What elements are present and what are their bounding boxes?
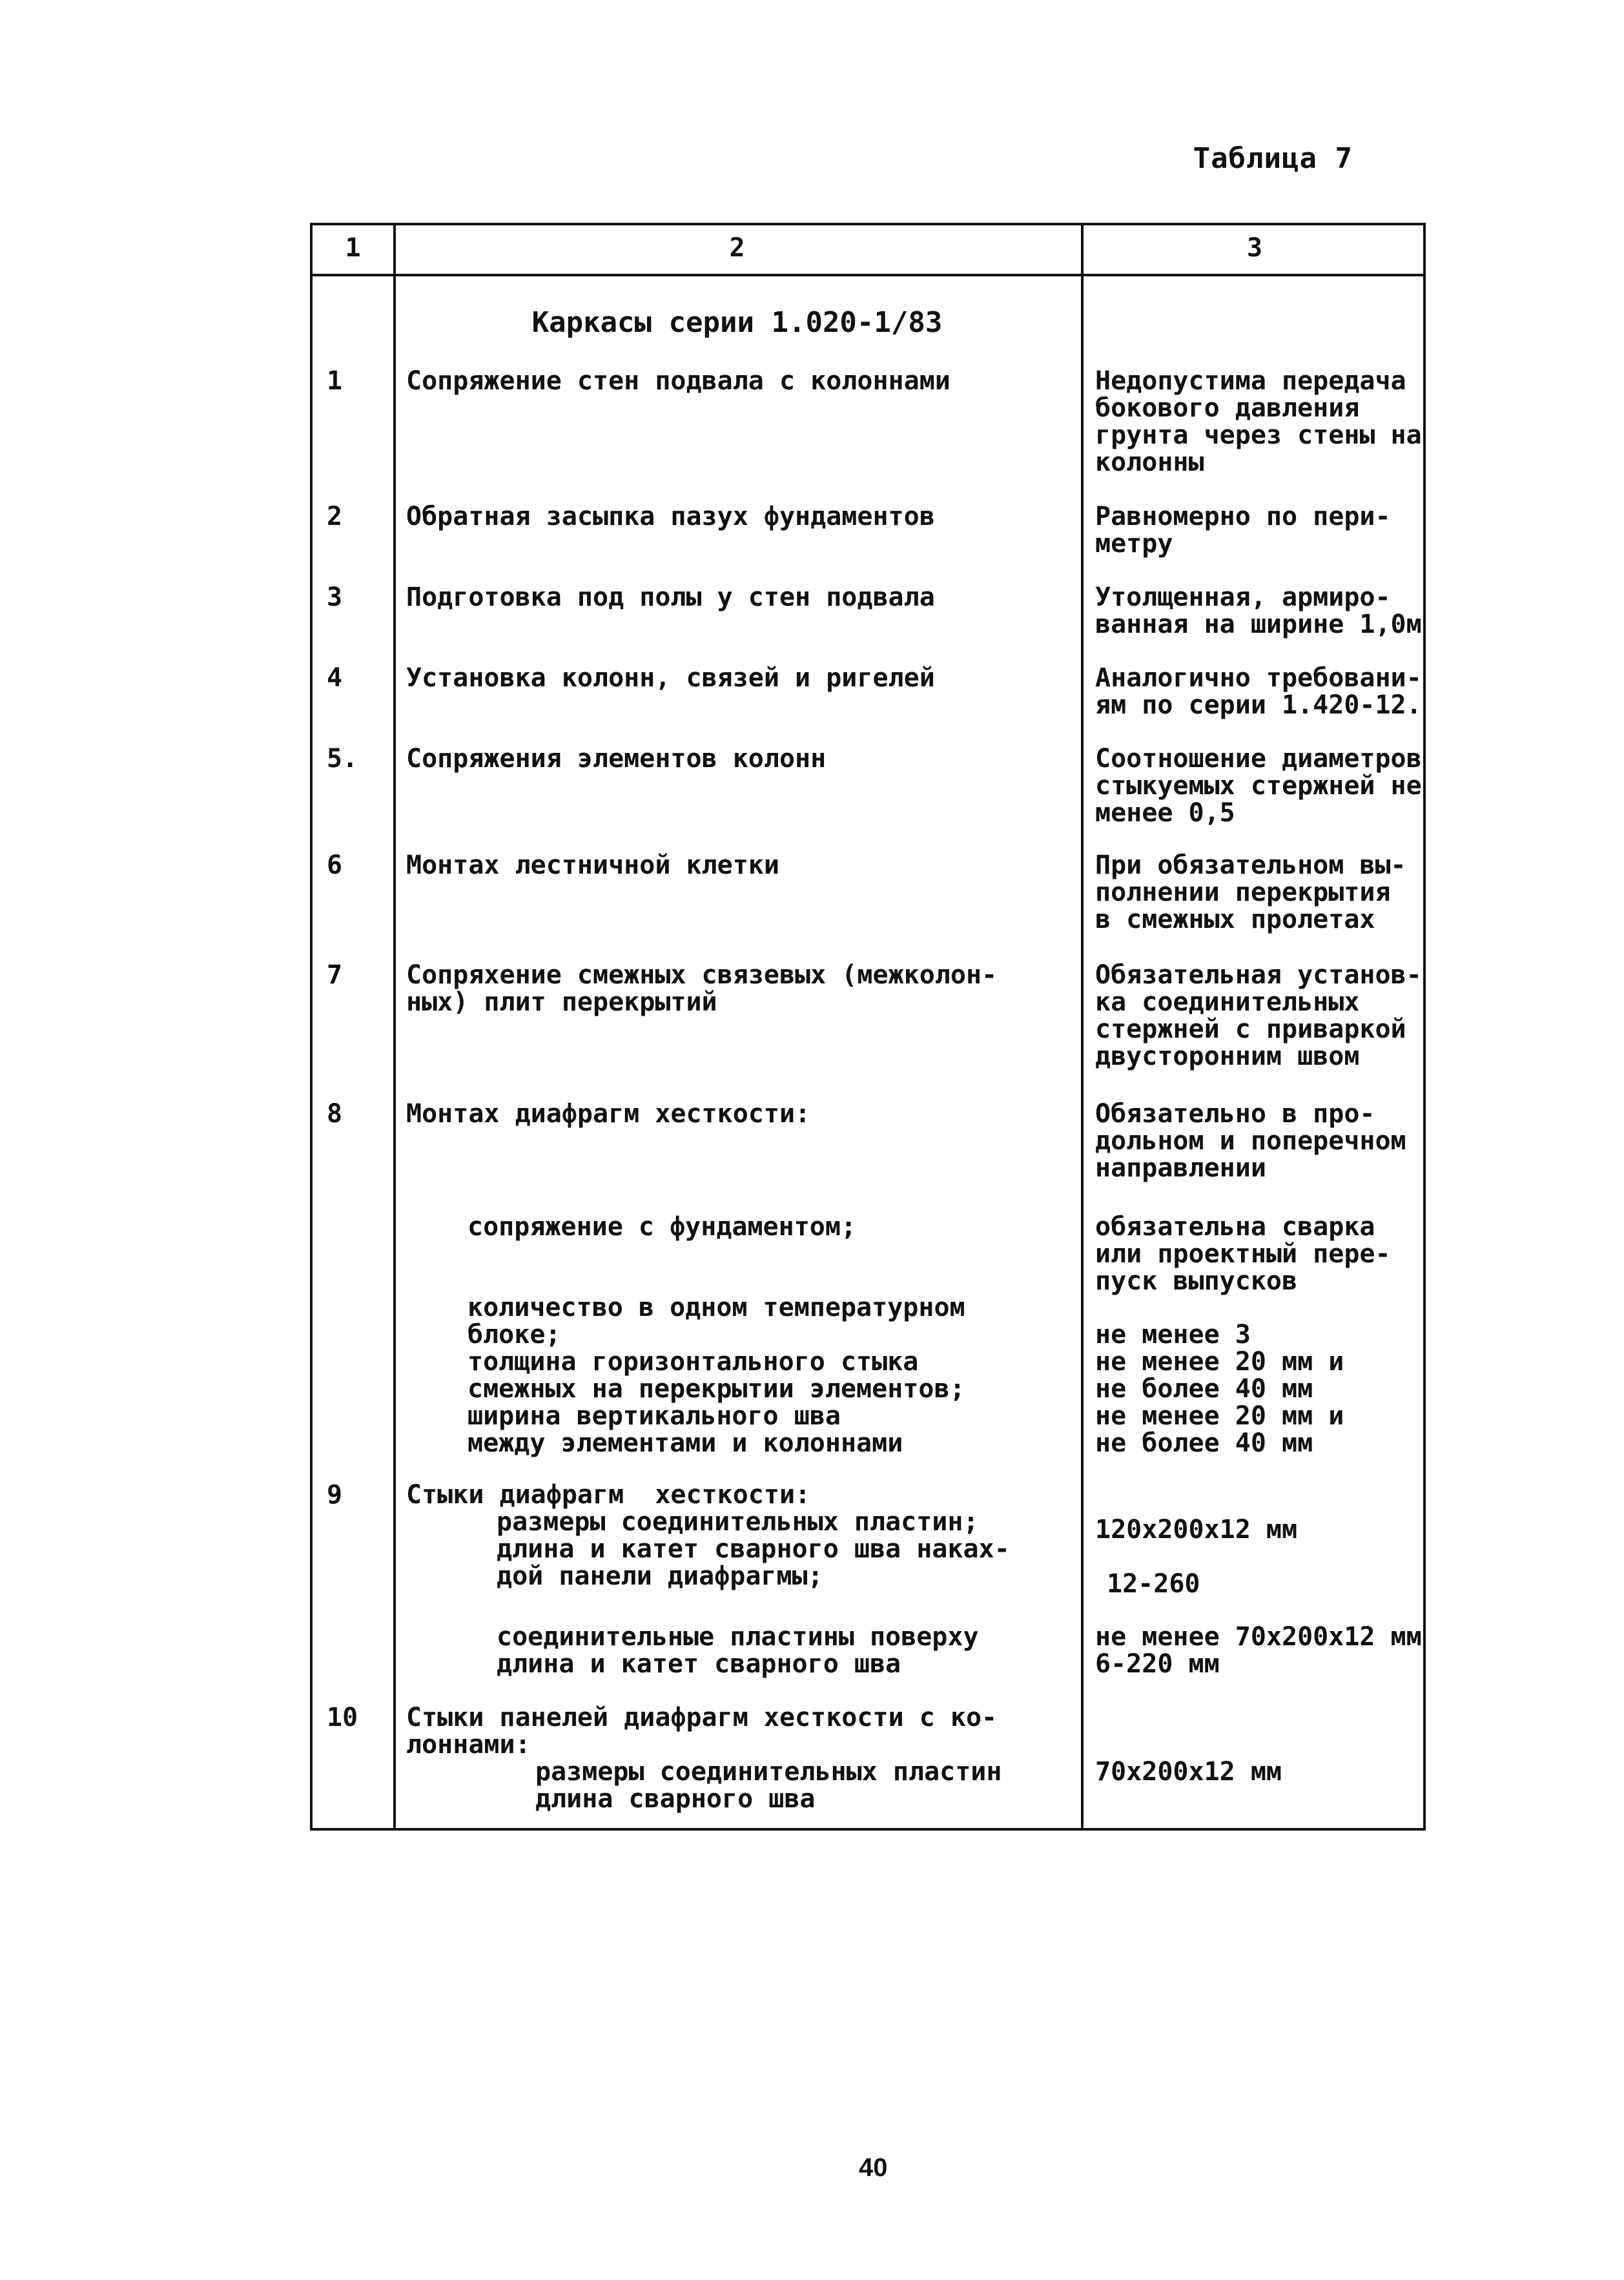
subrow-requirement: 120х200х12 мм — [1095, 1515, 1298, 1545]
table-caption: Таблица 7 — [1193, 142, 1353, 175]
row-number: 9 — [327, 1480, 343, 1510]
row-description: Установка колонн, связей и ригелей — [406, 663, 935, 693]
subrow-description: соединительные пластины поверху длина и катет сварного шва — [497, 1622, 979, 1679]
row-description: Сопряхение смежных связевых (межколон- ных) плит перекрытий — [406, 960, 998, 1017]
header-col-3: 3 — [1246, 233, 1263, 263]
row-number: 3 — [327, 582, 343, 612]
row-description: Монтах лестничной клетки — [406, 850, 779, 880]
section-title: Каркасы серии 1.020-1/83 — [531, 306, 943, 339]
row-description: Монтах диафрагм хесткости: — [406, 1099, 811, 1129]
row-number: 1 — [327, 366, 343, 396]
row-description: Стыки диафрагм хесткости: — [406, 1480, 811, 1510]
subrow-description: сопряжение с фундаментом; — [468, 1212, 857, 1242]
row-requirement: Равномерно по пери- метру — [1095, 502, 1391, 559]
row-number: 7 — [327, 960, 343, 990]
row-description: Сопряжение стен подвала с колоннами — [406, 366, 951, 396]
row-requirement: Обязательная установ- ка соединительных стержней с приваркой двусторонним швом — [1095, 960, 1422, 1071]
row-number: 8 — [327, 1099, 343, 1129]
row-requirement: Обязательно в про- дольном и поперечном направлении — [1095, 1099, 1406, 1183]
subrow-requirement: 12-260 — [1107, 1569, 1200, 1599]
row-number: 4 — [327, 663, 343, 693]
row-description: Сопряжения элементов колонн — [406, 744, 827, 774]
subrow-description: размеры соединительных пластин длина сварного шва — [535, 1757, 1002, 1814]
row-requirement: Недопустима передача бокового давления грунта через стены на колонны — [1095, 366, 1422, 477]
row-requirement: Соотношение диаметров стыкуемых стержней не менее 0,5 — [1095, 744, 1422, 828]
subrow-requirement: не менее 3 не менее 20 мм и не более 40 мм не менее 20 мм и не более 40 мм — [1095, 1320, 1344, 1458]
row-description: Стыки панелей диафрагм хесткости с ко- лоннами: — [406, 1703, 998, 1760]
subrow-requirement: обязательна сварка или проектный пере- пуск выпусков — [1095, 1212, 1391, 1296]
header-divider — [313, 274, 1423, 276]
subrow-requirement: не менее 70х200х12 мм 6-220 мм — [1095, 1622, 1422, 1679]
subrow-requirement: 70х200х12 мм — [1095, 1757, 1282, 1787]
row-requirement: Утолщенная, армиро- ванная на ширине 1,0м — [1095, 582, 1422, 639]
header-col-2: 2 — [729, 233, 745, 263]
requirements-table — [310, 223, 1426, 1831]
row-requirement: Аналогично требовани- ям по серии 1.420-12. — [1095, 663, 1422, 720]
page-number: 40 — [859, 2153, 888, 2182]
row-number: 10 — [327, 1703, 358, 1732]
subrow-description: размеры соединительных пластин; длина и катет сварного шва наках- дой панели диафрагмы; — [497, 1507, 1010, 1591]
column-divider-1 — [393, 225, 396, 1828]
row-number: 6 — [327, 850, 343, 880]
header-col-1: 1 — [345, 233, 361, 263]
subrow-description: количество в одном температурном блоке; толщина горизонтального стыка смежных на перекрытии элементов; ширина вертикального шва между элементами и колоннами — [468, 1293, 965, 1458]
row-description: Подготовка под полы у стен подвала — [406, 582, 935, 612]
row-number: 5. — [327, 744, 358, 774]
row-number: 2 — [327, 502, 343, 531]
row-requirement: При обязательном вы- полнении перекрытия в смежных пролетах — [1095, 850, 1406, 934]
row-description: Обратная засыпка пазух фундаментов — [406, 502, 935, 531]
